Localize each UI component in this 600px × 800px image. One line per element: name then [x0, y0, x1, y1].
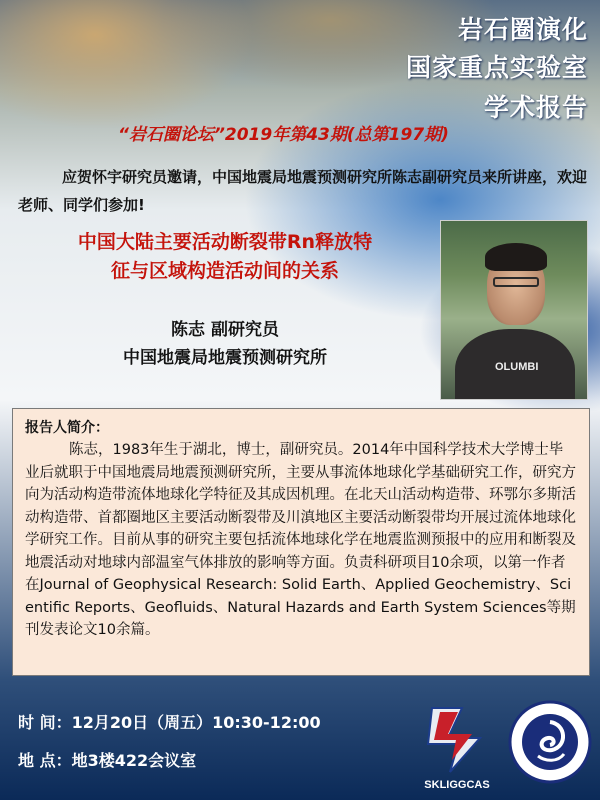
sklig-logo-icon [418, 700, 496, 794]
lab-title-line3: 学术报告 [483, 93, 588, 122]
sklig-logo-text: SKLIGGCAS [424, 779, 490, 791]
bio-box [12, 408, 590, 676]
photo-shirt-text: OLUMBI [495, 361, 539, 373]
talk-title-line2: 征与区域构造活动间的关系 [110, 260, 339, 282]
lab-title-line1: 岩石圈演化 [457, 15, 588, 44]
forum-issue: “岩石圈论坛”2019年第43期(总第197期) [118, 125, 449, 145]
bio-text: 陈志，1983年生于湖北，博士，副研究员。2014年中国科学技术大学博士毕业后就职于中国地震局地震预测研究所，主要从事流体地球化学基础研究工作，研究方向为活动构造带流体地球化学特征及其成因机理。在北天山活动构造带、环鄂尔多斯活动构造带、首都圈地区主要活动断裂带及川滇地区主要活动断裂带均开展过流体地球化学研究工作。目前从事的研究主要包括流体地球化学在地震监测预报中的应用和断裂及地震活动对地球内部温室气体排放的影响等方面。负责科研项目10余项，以第一作者在Journal of Geophysical Research: Solid Earth、Applied Geochemistry、Scientific Reports、Geofluids、Natural Hazards and Earth System Sciences等期刊发表论文10余篇。 [25, 442, 576, 638]
place-label: 地 点： [18, 751, 72, 770]
speaker-photo [440, 220, 588, 400]
invitation-text: 应贺怀宇研究员邀请，中国地震局地震预测研究所陈志副研究员来所讲座，欢迎老师、同学们参加! [18, 168, 588, 214]
event-place [18, 748, 196, 771]
talk-title-line1: 中国大陆主要活动断裂带Rn释放特 [77, 231, 373, 253]
institute-seal-icon [508, 700, 592, 784]
photo-glasses [493, 277, 539, 287]
speaker-block [20, 316, 430, 372]
event-time [18, 710, 321, 733]
time-label: 时 间： [18, 713, 72, 732]
speaker-affiliation: 中国地震局地震预测研究所 [123, 348, 327, 368]
place-value: 地3楼422会议室 [71, 751, 197, 770]
bio-heading: 报告人简介： [25, 420, 109, 436]
photo-hair [485, 243, 547, 271]
speaker-name: 陈志 副研究员 [171, 320, 279, 340]
talk-title [20, 228, 430, 286]
time-value: 12月20日（周五）10:30-12:00 [71, 713, 321, 732]
lab-title-line2: 国家重点实验室 [405, 53, 588, 82]
